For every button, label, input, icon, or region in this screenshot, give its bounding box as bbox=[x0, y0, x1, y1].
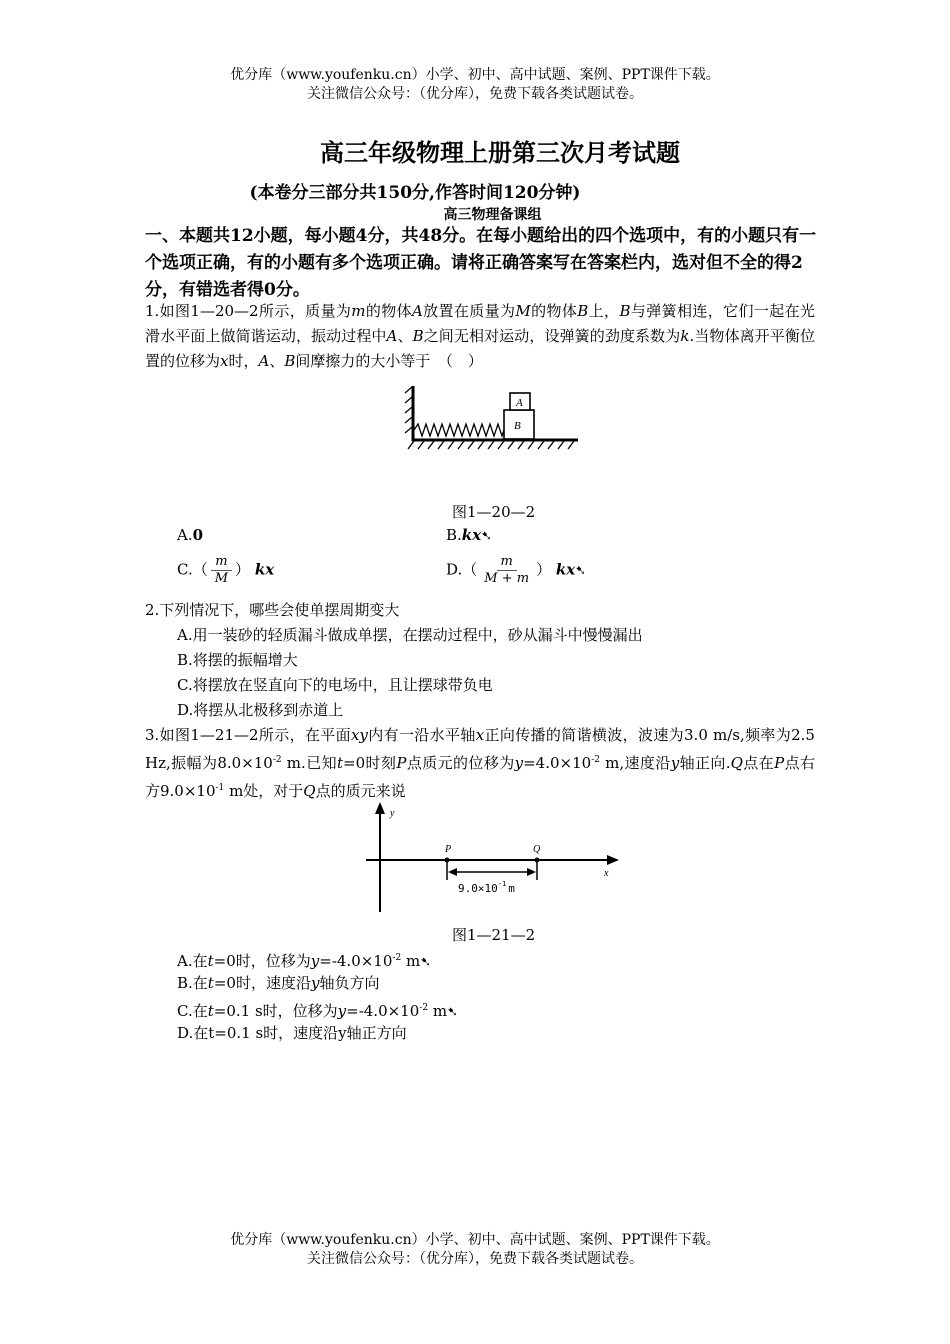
q3-option-d: D.在t=0.1 s时，速度沿y轴正方向 bbox=[177, 1024, 407, 1042]
distance-arrow-right bbox=[527, 868, 536, 876]
q1-option-b: B.kx➷ bbox=[446, 526, 493, 544]
y-axis-arrow bbox=[375, 802, 385, 814]
q3-option-b: B.在t=0时，速度沿y轴负方向 bbox=[177, 974, 380, 992]
question-2-stem: 2.下列情况下，哪些会使单摆周期变大 bbox=[145, 601, 400, 619]
q2-option-c: C.将摆放在竖直向下的电场中，且让摆球带负电 bbox=[177, 676, 493, 694]
p-label: P bbox=[445, 844, 452, 855]
label-b: B bbox=[514, 420, 521, 432]
page-header bbox=[0, 66, 950, 104]
figure-2-caption: 图1—21—2 bbox=[452, 926, 536, 944]
mark-icon: ➷ bbox=[420, 955, 432, 970]
x-axis-arrow bbox=[607, 855, 619, 865]
mark-icon: ➷ bbox=[575, 563, 587, 579]
x-label: x bbox=[604, 868, 609, 879]
footer-line-1: 优分库（www.youfenku.cn）小学、初中、高中试题、案例、PPT课件下载。 bbox=[230, 1232, 720, 1248]
header-line-2: 关注微信公众号：（优分库），免费下载各类试题试卷。 bbox=[307, 86, 643, 102]
spring bbox=[414, 424, 504, 436]
floor bbox=[408, 440, 578, 449]
figure-spring-blocks bbox=[400, 383, 582, 457]
question-1-stem: 1.如图1—20—2所示，质量为m的物体A放置在质量为M的物体B上，B与弹簧相连，它们一起在光滑水平面上做简谐运动，振动过程中A、B之间无相对运动，设弹簧的劲度系数为k.当物体离开平衡位置的位移为x时，A、B间摩擦力的大小等于 （ ） bbox=[145, 302, 815, 370]
section-1-instructions: 一、本题共12小题，每小题4分，共48分。在每小题给出的四个选项中，有的小题只有一个选项正确，有的小题有多个选项正确。请将正确答案写在答案栏内，选对但不全的得2分，有错选者得0分。 bbox=[145, 226, 817, 300]
figure-wave-axes bbox=[362, 800, 624, 916]
question-3-stem: 3.如图1—21—2所示，在平面xy内有一沿水平轴x正向传播的简谐横波，波速为3.0 m/s,频率为2.5 Hz,振幅为$8.0\times 10^{-2}$ m.已知t=0时刻P点质元的位移为$y=4.0\times 10^{-2}$ m,速度沿y轴正向.Q点在P点右方$9.0\times 10^{-1}$ m处，对于Q点的质元来说 bbox=[145, 726, 815, 800]
page-footer bbox=[0, 1231, 950, 1269]
header-line-1: 优分库（www.youfenku.cn）小学、初中、高中试题、案例、PPT课件下载。 bbox=[230, 67, 720, 83]
q3-option-c: C.在t=0.1 s时，位移为$y=-4.0\times 10^{-2}$ m➷ bbox=[177, 1002, 458, 1020]
q1-option-c: C.（ $\frac{m}{M}$ ） kx bbox=[177, 554, 275, 586]
fraction-m-over-M: $\frac{m}{M}$ bbox=[211, 554, 232, 587]
label-a: A bbox=[516, 397, 523, 409]
q1-option-d: D.（ $\frac{m}{M + m}$ ） kx➷ bbox=[446, 554, 587, 586]
fraction-m-over-Mm: $\frac{m}{M + m}$ bbox=[484, 554, 530, 586]
exam-subtitle: (本卷分三部分共150分,作答时间120分钟) bbox=[249, 183, 581, 203]
figure-1-caption: 图1—20—2 bbox=[452, 503, 536, 521]
distance-label: $9.0\times 10^{-1}$ m bbox=[458, 880, 515, 895]
page-title: 高三年级物理上册第三次月考试题 bbox=[320, 138, 680, 167]
q2-option-b: B.将摆的振幅增大 bbox=[177, 651, 298, 669]
wall bbox=[405, 386, 413, 441]
q3-option-a: A.在t=0时，位移为$y=-4.0\times 10^{-2}$ m➷ bbox=[177, 952, 432, 970]
author-group: 高三物理备课组 bbox=[443, 207, 542, 223]
y-label: y bbox=[390, 808, 395, 819]
q2-option-a: A.用一装砂的轻质漏斗做成单摆，在摆动过程中，砂从漏斗中慢慢漏出 bbox=[177, 626, 643, 644]
q1-option-a: A.0 bbox=[177, 526, 204, 544]
mark-icon: ➷ bbox=[481, 529, 493, 544]
q2-option-d: D.将摆从北极移到赤道上 bbox=[177, 701, 344, 719]
footer-line-2: 关注微信公众号：（优分库），免费下载各类试题试卷。 bbox=[307, 1251, 643, 1267]
mark-icon: ➷ bbox=[447, 1005, 458, 1020]
distance-arrow-left bbox=[448, 868, 457, 876]
q-label: Q bbox=[533, 844, 541, 855]
